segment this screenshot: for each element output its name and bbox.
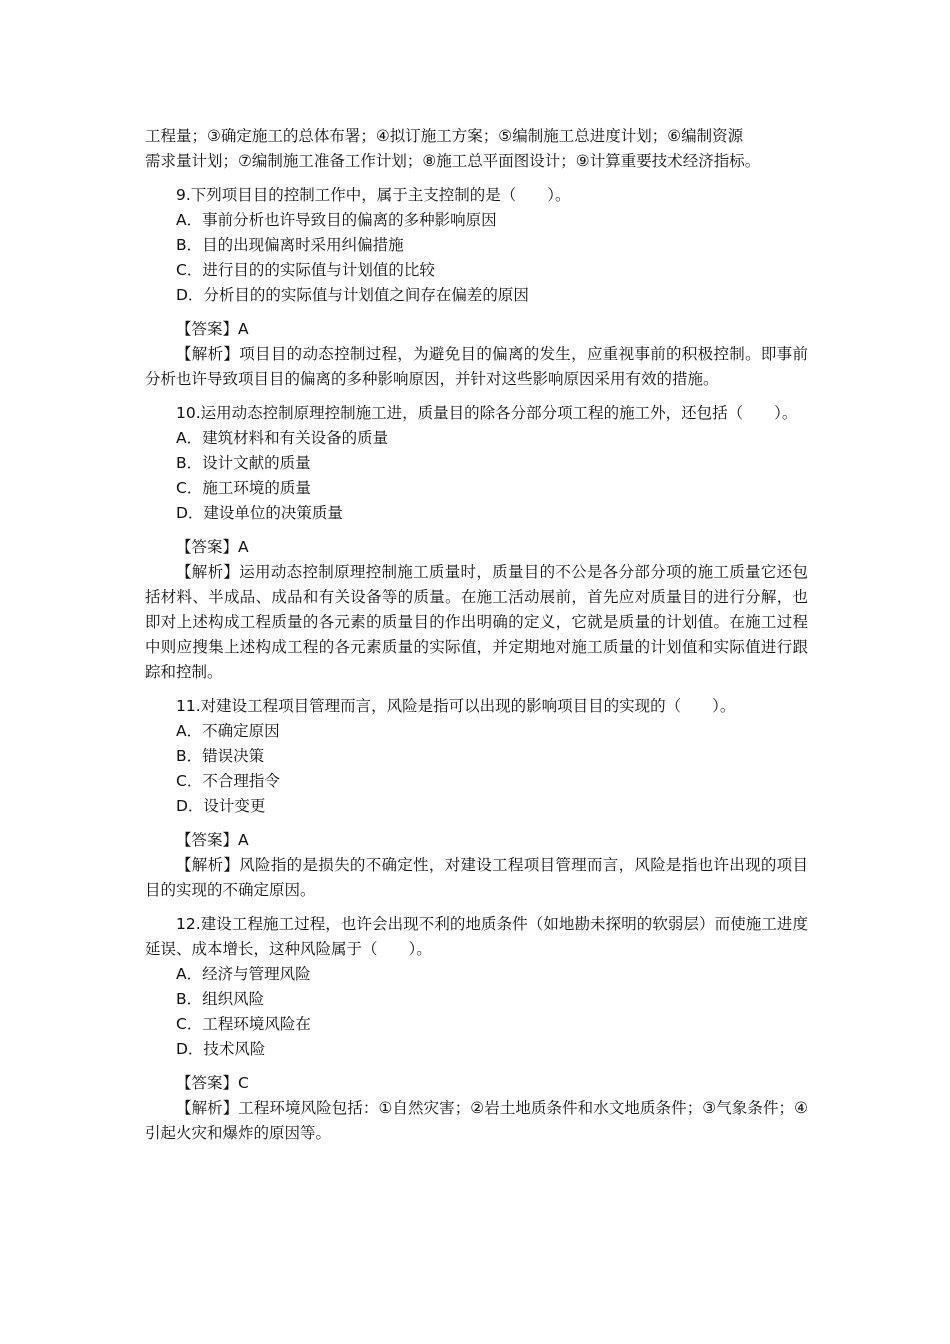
question-10-option-d: D．建设单位的决策质量 <box>176 504 343 522</box>
question-12 <box>145 912 808 1146</box>
question-10-analysis: 【解析】运用动态控制原理控制施工质量时，质量目的不公是各分部分项的施工质量它还包括材料、半成品、成品和有关设备等的质量。在施工活动展前，首先应对质量目的进行分解，也即对上述构成工程质量的各元素的质量目的作出明确的定义，它就是质量的计划值。在施工过程中则应搜集上述构成工程的各元素质量的实际值，并定期地对施工质量的计划值和实际值进行跟踪和控制。 <box>145 563 808 681</box>
question-9-option-a: A．事前分析也许导致目的偏离的多种影响原因 <box>176 211 497 229</box>
intro-line-2: 需求量计划；⑦编制施工准备工作计划；⑧施工总平面图设计；⑨计算重要技术经济指标。 <box>145 152 761 170</box>
question-11-option-b: B．错误决策 <box>176 747 265 765</box>
question-10-option-a: A．建筑材料和有关设备的质量 <box>176 429 389 447</box>
question-10 <box>145 401 808 685</box>
question-9 <box>145 183 808 392</box>
question-11-option-a: A．不确定原因 <box>176 722 280 740</box>
question-10-option-b: B．设计文献的质量 <box>176 454 311 472</box>
question-11-option-c: C．不合理指令 <box>176 772 280 790</box>
question-12-option-a: A．经济与管理风险 <box>176 965 311 983</box>
intro-line-1: 工程量；③确定施工的总体布署；④拟订施工方案；⑤编制施工总进度计划；⑥编制资源 <box>145 127 744 145</box>
question-10-text: 10.运用动态控制原理控制施工进，质量目的除各分部分项工程的施工外，还包括（ ）。 <box>176 404 798 422</box>
question-9-option-b: B．目的出现偏离时采用纠偏措施 <box>176 236 404 254</box>
question-12-option-d: D．技术风险 <box>176 1040 266 1058</box>
question-9-analysis: 【解析】项目目的动态控制过程，为避免目的偏离的发生，应重视事前的积极控制。即事前分析也许导致项目目的偏离的多种影响原因，并针对这些影响原因采用有效的措施。 <box>145 345 808 388</box>
question-12-option-c: C．工程环境风险在 <box>176 1015 311 1033</box>
question-10-answer: 【答案】A <box>176 538 249 556</box>
question-9-answer: 【答案】A <box>176 320 249 338</box>
question-11-option-d: D．设计变更 <box>176 797 266 815</box>
question-9-text: 9.下列项目目的控制工作中，属于主支控制的是（ ）。 <box>176 186 571 204</box>
question-11-answer: 【答案】A <box>176 831 249 849</box>
question-9-option-c: C．进行目的的实际值与计划值的比较 <box>176 261 435 279</box>
question-10-option-c: C．施工环境的质量 <box>176 479 311 497</box>
question-12-option-b: B．组织风险 <box>176 990 265 1008</box>
question-11-analysis: 【解析】风险指的是损失的不确定性，对建设工程项目管理而言，风险是指也许出现的项目目的实现的不确定原因。 <box>145 856 808 899</box>
question-9-option-d: D．分析目的的实际值与计划值之间存在偏差的原因 <box>176 286 529 304</box>
question-12-answer: 【答案】C <box>176 1074 249 1092</box>
document-page <box>145 124 808 1146</box>
question-12-analysis: 【解析】工程环境风险包括：①自然灾害；②岩土地质条件和水文地质条件；③气象条件；④引起火灾和爆炸的原因等。 <box>145 1099 808 1142</box>
question-11 <box>145 694 808 903</box>
question-11-text: 11.对建设工程项目管理而言，风险是指可以出现的影响项目目的实现的（ ）。 <box>176 697 736 715</box>
question-12-text: 12.建设工程施工过程，也许会出现不利的地质条件（如地勘未探明的软弱层）而使施工进度延误、成本增长，这种风险属于（ ）。 <box>145 915 808 958</box>
